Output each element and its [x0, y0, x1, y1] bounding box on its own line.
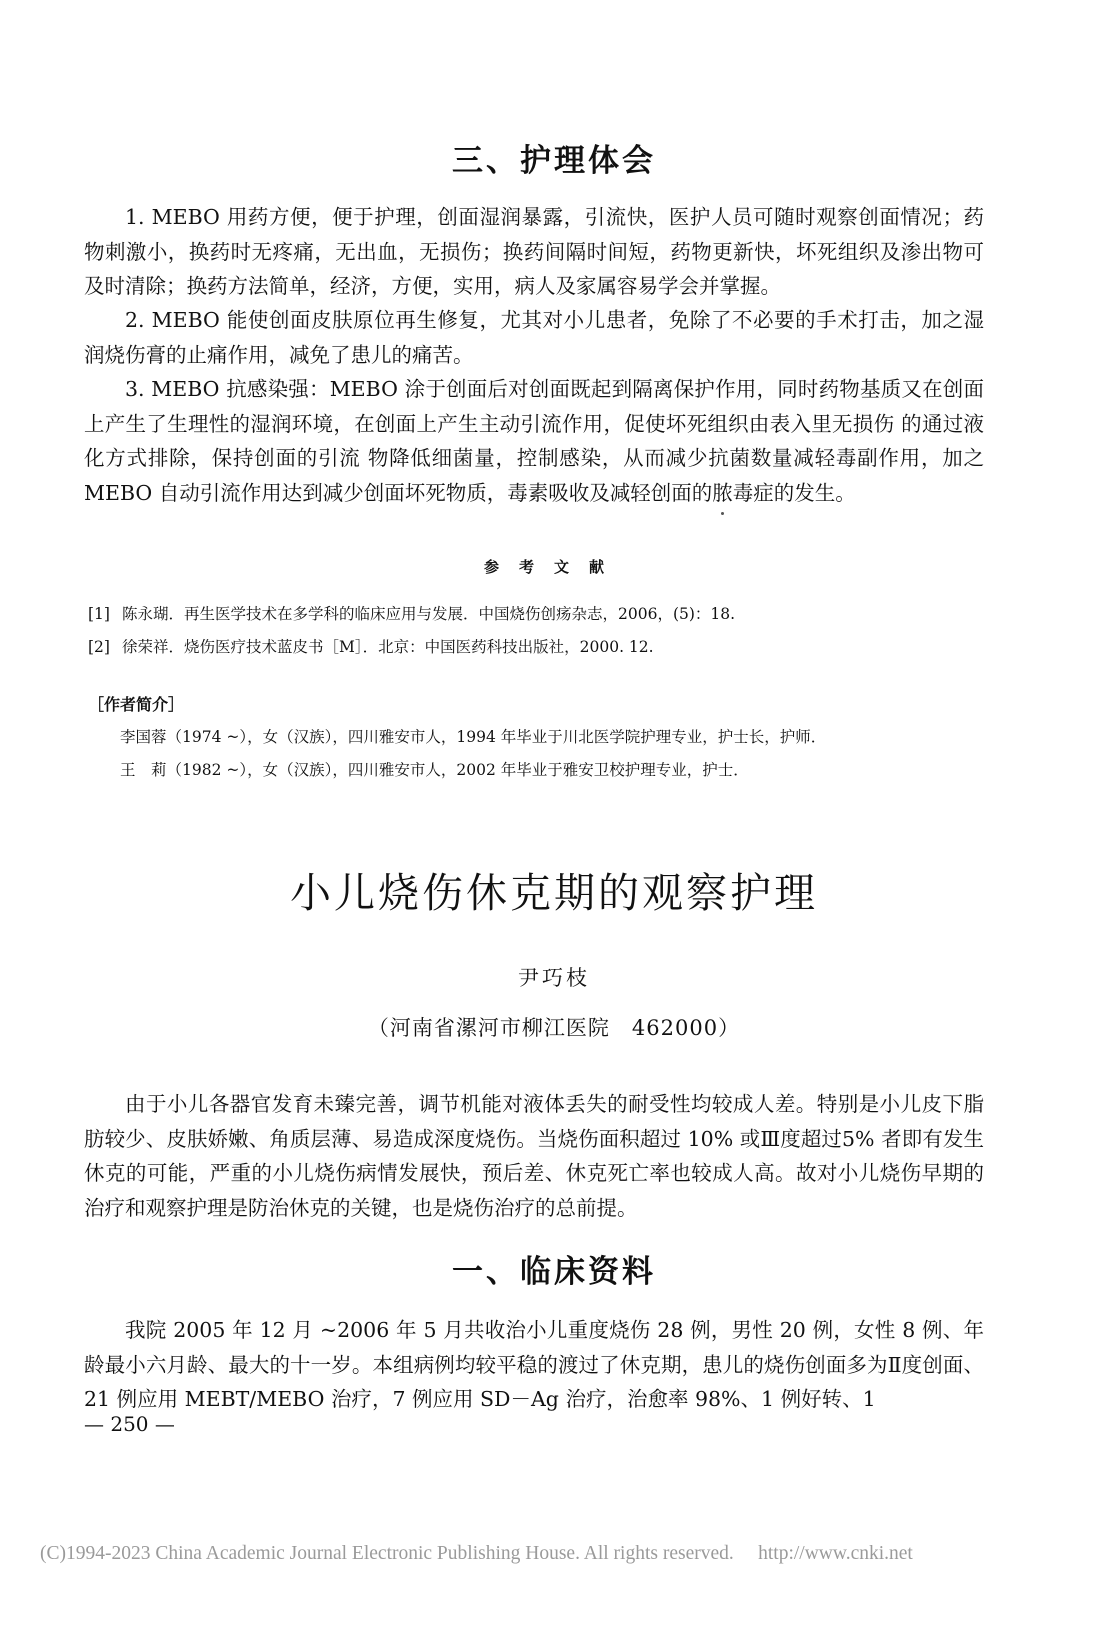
- paragraph-point-3: 3. MEBO 抗感染强：MEBO 涂于创面后对创面既起到隔离保护作用，同时药物基质又在创面上产生了生理性的湿润环境，在创面上产生主动引流作用，促使坏死组织由表入里无损伤 的通过液化方式排除，保持创面的引流 物降低细菌量，控制感染，从而减少抗菌数量减轻毒副作用，加之 MEBO 自动引流作用达到减少创面坏死物质，毒素吸收及减轻创面的脓毒症的发生。: [84, 377, 984, 505]
- author-intro-heading: ［作者简介］: [88, 695, 185, 714]
- reference-item: [88, 602, 988, 624]
- section-heading-nursing-experience: 三、护理体会: [452, 143, 656, 179]
- author-bio-line: 王 莉（1982 ~），女（汉族），四川雅安市人，2002 年毕业于雅安卫校护理专业，护士．: [120, 761, 749, 779]
- reference-text: 陈永瑚．再生医学技术在多学科的临床应用与发展．中国烧伤创疡杂志，2006，(5)：18.: [122, 605, 736, 623]
- article-title: 小儿烧伤休克期的观察护理: [290, 869, 818, 917]
- article-affiliation: （河南省漯河市柳江医院 462000）: [367, 1016, 741, 1040]
- references-heading: 参考文献: [483, 558, 624, 576]
- paragraph-point-1: 1. MEBO 用药方便，便于护理，创面湿润暴露，引流快，医护人员可随时观察创面情况；药物刺激小，换药时无疼痛，无出血，无损伤；换药间隔时间短，药物更新快，坏死组织及渗出物可及时清除；换药方法简单，经济，方便，实用，病人及家属容易学会并掌握。: [84, 205, 984, 298]
- clinical-data-paragraph: 我院 2005 年 12 月 ~2006 年 5 月共收治小儿重度烧伤 28 例，男性 20 例，女性 8 例、年龄最小六月龄、最大的十一岁。本组病例均较平稳的渡过了休克期，患儿的烧伤创面多为Ⅱ度创面、21 例应用 MEBT/MEBO 治疗，7 例应用 SD－Ag 治疗，治愈率 98%、1 例好转、1: [84, 1318, 984, 1411]
- paragraph-point-2: 2. MEBO 能使创面皮肤原位再生修复，尤其对小儿患者，免除了不必要的手术打击，加之湿润烧伤膏的止痛作用，减免了患儿的痛苦。: [84, 308, 984, 367]
- reference-text: 徐荣祥．烧伤医疗技术蓝皮书［M］．北京：中国医药科技出版社，2000. 12.: [122, 638, 654, 656]
- copyright-notice: (C)1994-2023 China Academic Journal Electronic Publishing House. All rights reserved. http://www.cnki.net: [40, 1543, 913, 1564]
- reference-number: [1]: [88, 605, 110, 623]
- page-number: — 250 —: [84, 1412, 175, 1436]
- reference-number: [2]: [88, 638, 110, 656]
- reference-item: [88, 635, 988, 657]
- article-intro-paragraph: 由于小儿各器官发育未臻完善，调节机能对液体丢失的耐受性均较成人差。特别是小儿皮下脂肪较少、皮肤娇嫩、角质层薄、易造成深度烧伤。当烧伤面积超过 10% 或Ⅲ度超过5% 者即有发生休克的可能，严重的小儿烧伤病情发展快，预后差、休克死亡率也较成人高。故对小儿烧伤早期的治疗和观察护理是防治休克的关键，也是烧伤治疗的总前提。: [84, 1092, 984, 1220]
- scan-speck: [721, 512, 724, 515]
- author-bio-line: 李国蓉（1974 ~），女（汉族），四川雅安市人，1994 年毕业于川北医学院护理专业，护士长，护师．: [120, 728, 827, 746]
- article-author: 尹巧枝: [518, 966, 590, 990]
- section-heading-clinical-data: 一、临床资料: [452, 1254, 656, 1290]
